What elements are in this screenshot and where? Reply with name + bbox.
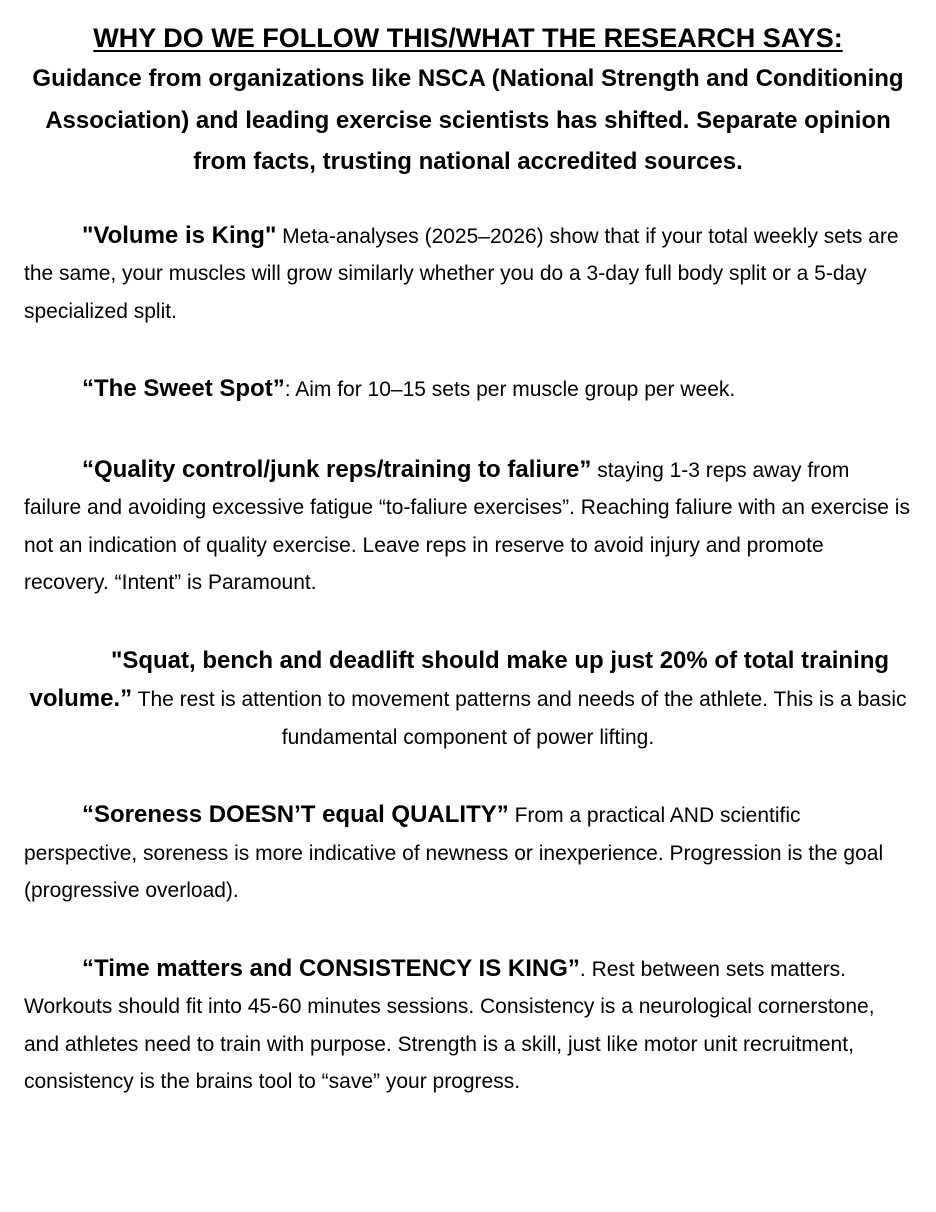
- section-squat-body: The rest is attention to movement patterns and needs of the athlete. This is a basic fundamental component of power lifting.: [132, 688, 907, 749]
- intro-paragraph: Guidance from organizations like NSCA (National Strength and Conditioning Association) and leading exercise scientists has shifted. Separate opinion from facts, trusting national accredited sources.: [32, 65, 904, 175]
- section-squat: [24, 642, 912, 757]
- section-volume: [24, 217, 912, 331]
- section-sweet-spot-body: : Aim for 10–15 sets per muscle group per week.: [284, 378, 736, 401]
- section-time-body: . Rest between sets matters. Workouts should fit into 45-60 minutes sessions. Consistency is a neurological cornerstone, and athletes need to train with purpose. Strength is a skill, just like motor unit recruitment, consistency is the brains tool to “save” your progress.: [24, 957, 875, 1093]
- section-time: [24, 950, 912, 1101]
- section-sweet-spot-lead: “The Sweet Spot”: [82, 375, 285, 402]
- section-quality: [24, 451, 912, 602]
- section-soreness-body: From a practical AND scientific perspective, soreness is more indicative of newness or inexperience. Progression is the goal (progressive overload).: [24, 804, 884, 902]
- section-soreness: [24, 796, 912, 910]
- section-quality-body: staying 1-3 reps away from failure and avoiding excessive fatigue “to-faliure exercises”. Reaching faliure with an exercise is not an indication of quality exercise. Leave reps in reserve to avoid injury and promote recovery. “Intent” is Paramount.: [24, 458, 910, 594]
- section-squat-lead: "Squat, bench and deadlift should make up just 20% of total training volume.”: [29, 646, 890, 712]
- section-soreness-lead: “Soreness DOESN’T equal QUALITY”: [82, 801, 509, 828]
- section-sweet-spot: [24, 370, 912, 409]
- section-volume-lead: "Volume is King": [82, 221, 277, 249]
- section-volume-body: Meta-analyses (2025–2026) show that if your total weekly sets are the same, your muscles will grow similarly whether you do a 3-day full body split or a 5-day specialized split.: [24, 224, 899, 323]
- page-heading: WHY DO WE FOLLOW THIS/WHAT THE RESEARCH SAYS:: [93, 23, 843, 53]
- section-time-lead: “Time matters and CONSISTENCY IS KING”: [82, 954, 580, 982]
- section-quality-lead: “Quality control/junk reps/training to faliure”: [82, 455, 592, 483]
